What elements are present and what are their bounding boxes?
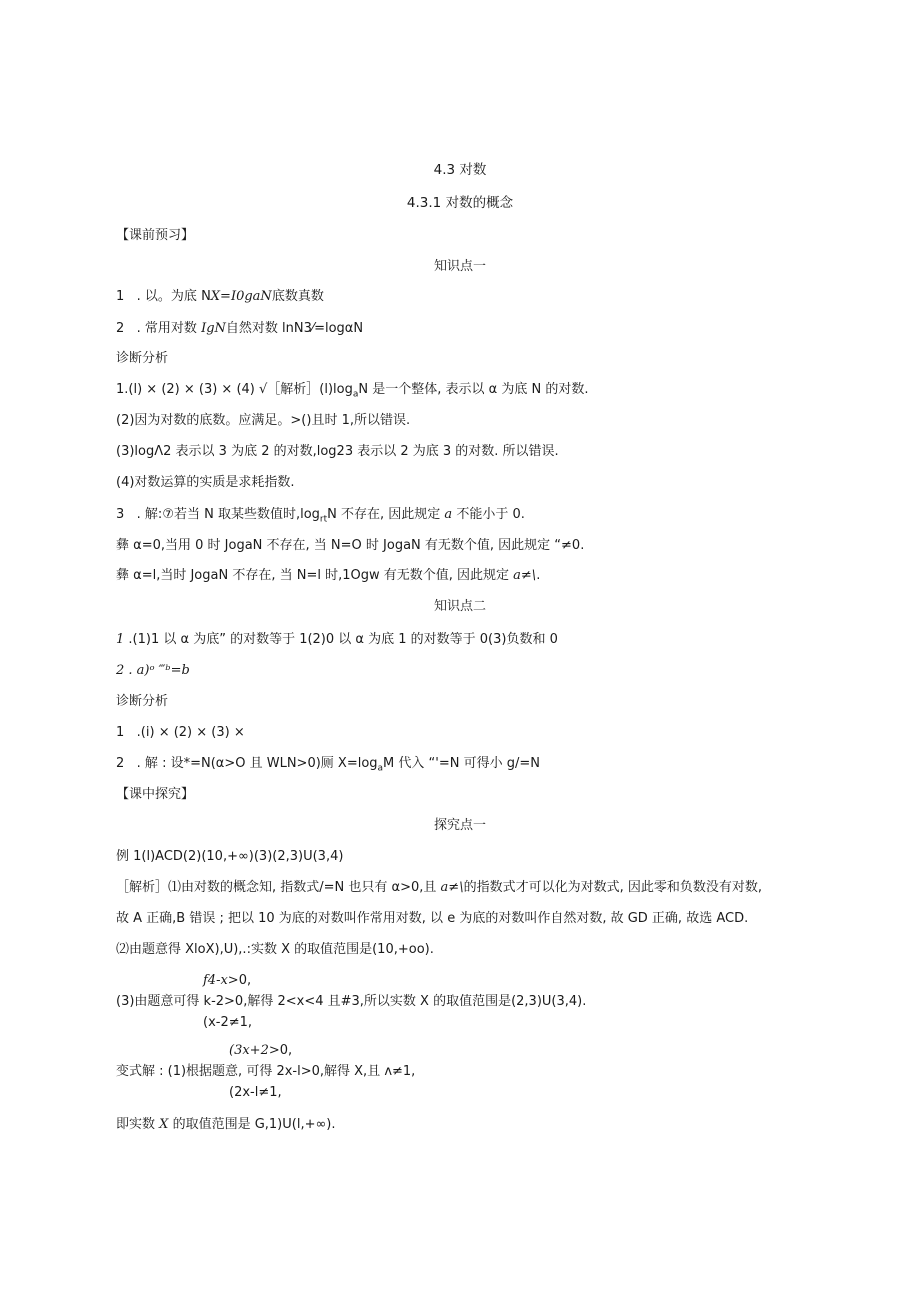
final-answer-var: X — [159, 1117, 169, 1132]
k1-diag-4: (4)对数运算的实质是求耗指数. — [116, 475, 295, 490]
k1-item-3 — [116, 506, 525, 529]
k1-diag-2: (2)因为对数的底数。应满足。>()且时 1,所以错误. — [116, 413, 411, 428]
solution-2: ⑵由题意得 XloX),U),.:实数 X 的取值范围是(10,+oo). — [116, 942, 434, 957]
section-explore: 【课中探究】 — [116, 787, 195, 802]
k1-item-1-formula: X=I0gaN — [210, 289, 272, 304]
k1-item-3c-tail: . — [536, 568, 541, 583]
page-title: 4.3 对数 — [433, 162, 487, 178]
k1-diag-1-sub: a — [352, 389, 359, 400]
variant-brace-bottom: (2x-l≠1, — [229, 1085, 282, 1100]
variant-solution: 变式解 : (1)根据题意, 可得 2x-l>0,解得 X,且 ʌ≠1, — [116, 1064, 416, 1079]
solution-1a-tail: 的指数式才可以化为对数式, 因此零和负数没有对数, — [463, 880, 762, 895]
k2-item-1-text: .(1)1 以 α 为底” 的对数等于 1(2)0 以 α 为底 1 的对数等于 0(3)负数和 0 — [124, 632, 558, 647]
variant-brace-top-formula: (3x+2> — [229, 1043, 280, 1058]
k1-item-1 — [116, 288, 324, 306]
k2-item-2 — [116, 662, 190, 680]
knowledge1-heading: 知识点一 — [433, 259, 486, 274]
solution-3-brace-bottom: (x-2≠1, — [203, 1015, 253, 1030]
k1-diag-3: (3)logΛ2 表示以 3 为底 2 的对数,log23 表示以 2 为底 3 的对数. 所以错误. — [116, 444, 559, 459]
solution-3-brace-top-formula: f4-x> — [203, 973, 239, 988]
k2-item-1 — [116, 631, 558, 649]
k1-item-3-mid: N 不存在, 因此规定 — [327, 507, 441, 522]
solution-1a-var: a≠\ — [440, 880, 464, 895]
example-1: 例 1(l)ACD(2)(10,+∞)(3)(2,3)U(3,4) — [116, 849, 344, 864]
variant-brace-top — [229, 1042, 292, 1060]
k1-item-2-formula: IgN — [201, 321, 226, 336]
k1-item-1-text: 1 . 以。为底 N — [116, 289, 211, 304]
k1-diag-1-tail: N 是一个整体, 表示以 α 为底 N 的对数. — [358, 382, 589, 397]
k2-diag-2 — [116, 755, 540, 778]
k1-item-3-sub: rt — [319, 514, 328, 525]
k1-item-3c-text: 彝 α=l,当时 JogaN 不存在, 当 N=l 时,1Ogw 有无数个值, 因此规定 — [116, 568, 510, 583]
k2-diag-2-tail: M 代入 “'=N 可得小 g/=N — [383, 756, 540, 771]
final-answer — [116, 1116, 336, 1134]
variant-brace-top-tail: 0, — [279, 1043, 293, 1058]
final-answer-text: 即实数 — [116, 1117, 156, 1132]
k1-item-3c — [116, 567, 540, 585]
final-answer-tail: 的取值范围是 G,1)U(l,+∞). — [172, 1117, 336, 1132]
k1-item-2 — [116, 320, 363, 338]
solution-3-brace-top-tail: 0, — [238, 973, 252, 988]
k1-diag-1-text: 1.(l) × (2) × (3) × (4) √［解析］(l)log — [116, 382, 353, 397]
solution-1a — [116, 879, 762, 897]
section-preview: 【课前预习】 — [116, 228, 195, 243]
explore1-heading: 探究点一 — [433, 818, 486, 833]
solution-3-brace-top — [203, 972, 251, 990]
k1-item-3-tail: 不能小于 0. — [456, 507, 525, 522]
k1-diag-heading: 诊断分析 — [116, 351, 169, 366]
k2-diag-2-sub: a — [377, 763, 384, 774]
solution-1a-text: ［解析］⑴由对数的概念知, 指数式/=N 也只有 α>0,且 — [116, 880, 437, 895]
k1-item-2-text: 2 . 常用对数 — [116, 321, 197, 336]
k1-diag-1 — [116, 381, 588, 404]
k1-item-3c-var: a≠\ — [513, 568, 537, 583]
k2-diag-2-text: 2 . 解 : 设*=N(α>O 且 WLN>0)厕 X=log — [116, 756, 378, 771]
solution-1b: 故 A 正确,B 错误 ; 把以 10 为底的对数叫作常用对数, 以 e 为底的对数叫作自然对数, 故 GD 正确, 故选 ACD. — [116, 911, 749, 926]
k2-item-2-num: 2 — [116, 663, 125, 678]
k1-item-3-var: a — [444, 507, 453, 522]
k1-item-2-tail: 自然对数 lnN3⁄=logαN — [225, 321, 364, 336]
k2-diag-1: 1 .(i) × (2) × (3) × — [116, 725, 245, 740]
k1-item-3-text: 3 . 解:⑦若当 N 取某些数值时,log — [116, 507, 320, 522]
page-subtitle: 4.3.1 对数的概念 — [406, 195, 514, 211]
k2-diag-heading: 诊断分析 — [116, 694, 169, 709]
k2-item-2-text: . a)ᵒ ‴ᵇ=b — [124, 663, 190, 678]
knowledge2-heading: 知识点二 — [433, 599, 486, 614]
k2-item-1-num: 1 — [116, 632, 125, 647]
solution-3: (3)由题意可得 k-2>0,解得 2<x<4 且#3,所以实数 X 的取值范围是(2,3)U(3,4). — [116, 994, 587, 1009]
k1-item-3b: 彝 α=0,当用 0 时 JogaN 不存在, 当 N=O 时 JogaN 有无数个值, 因此规定 “≠0. — [116, 538, 585, 553]
k1-item-1-tail: 底数真数 — [271, 289, 324, 304]
